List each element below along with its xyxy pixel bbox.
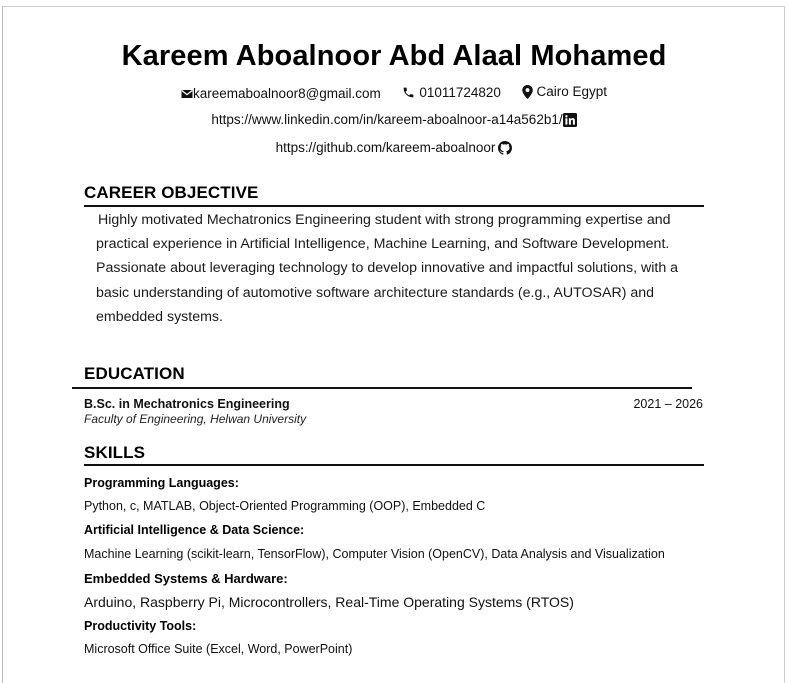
skill-group-value: Python, c, MATLAB, Object-Oriented Programming (OOP), Embedded C <box>84 499 486 513</box>
education-title: EDUCATION <box>84 364 185 383</box>
skill-group-heading: Productivity Tools: <box>84 619 197 633</box>
objective-line: embedded systems. <box>96 308 223 325</box>
email-item[interactable] <box>181 86 381 101</box>
phone-icon <box>402 86 415 99</box>
education-degree: B.Sc. in Mechatronics Engineering <box>84 397 290 411</box>
email-text: kareemaboalnoor8@gmail.com <box>193 86 381 101</box>
skill-group-value: Machine Learning (scikit-learn, TensorFlow), Computer Vision (OpenCV), Data Analysis and Visualization <box>84 547 665 561</box>
github-line <box>0 140 788 155</box>
section-divider <box>84 205 704 207</box>
education-school: Faculty of Engineering, Helwan University <box>84 412 307 426</box>
linkedin-icon <box>563 113 577 127</box>
skills-title: SKILLS <box>84 443 146 462</box>
envelope-icon <box>181 89 193 99</box>
career-objective-title: CAREER OBJECTIVE <box>84 183 259 202</box>
github-url[interactable]: https://github.com/kareem-aboalnoor <box>275 140 496 155</box>
candidate-name: Kareem Aboalnoor Abd Alaal Mohamed <box>121 40 667 72</box>
section-divider <box>72 387 692 389</box>
linkedin-url[interactable]: https://www.linkedin.com/in/kareem-aboalnoor-a14a562b1/ <box>211 112 563 127</box>
objective-line: practical experience in Artificial Intelligence, Machine Learning, and Software Development. <box>96 236 670 253</box>
skill-group-heading: Artificial Intelligence & Data Science: <box>84 523 305 537</box>
skill-group-value: Microsoft Office Suite (Excel, Word, PowerPoint) <box>84 642 353 656</box>
location-text: Cairo Egypt <box>536 84 607 99</box>
career-objective-text <box>96 208 686 329</box>
linkedin-line <box>0 112 788 127</box>
section-divider <box>84 464 704 466</box>
github-icon <box>498 141 512 155</box>
phone-item[interactable] <box>402 85 501 100</box>
skill-group-heading: Programming Languages: <box>84 476 239 490</box>
contact-line <box>0 84 788 102</box>
location-item <box>522 84 607 99</box>
github-link[interactable] <box>276 140 513 155</box>
map-pin-icon <box>522 85 533 99</box>
objective-line: Highly motivated Mechatronics Engineering student with strong programming expertise and <box>98 212 671 228</box>
linkedin-link[interactable] <box>211 112 576 127</box>
skill-group-heading: Embedded Systems & Hardware: <box>84 571 288 586</box>
phone-text: 01011724820 <box>419 84 501 100</box>
skill-group-value: Arduino, Raspberry Pi, Microcontrollers, Real-Time Operating Systems (RTOS) <box>84 594 574 610</box>
education-years: 2021 – 2026 <box>633 397 703 411</box>
objective-line: Passionate about leveraging technology to develop innovative and impactful solutions, with a <box>96 260 679 277</box>
objective-line: basic understanding of automotive software architecture standards (e.g., AUTOSAR) and <box>96 284 655 301</box>
